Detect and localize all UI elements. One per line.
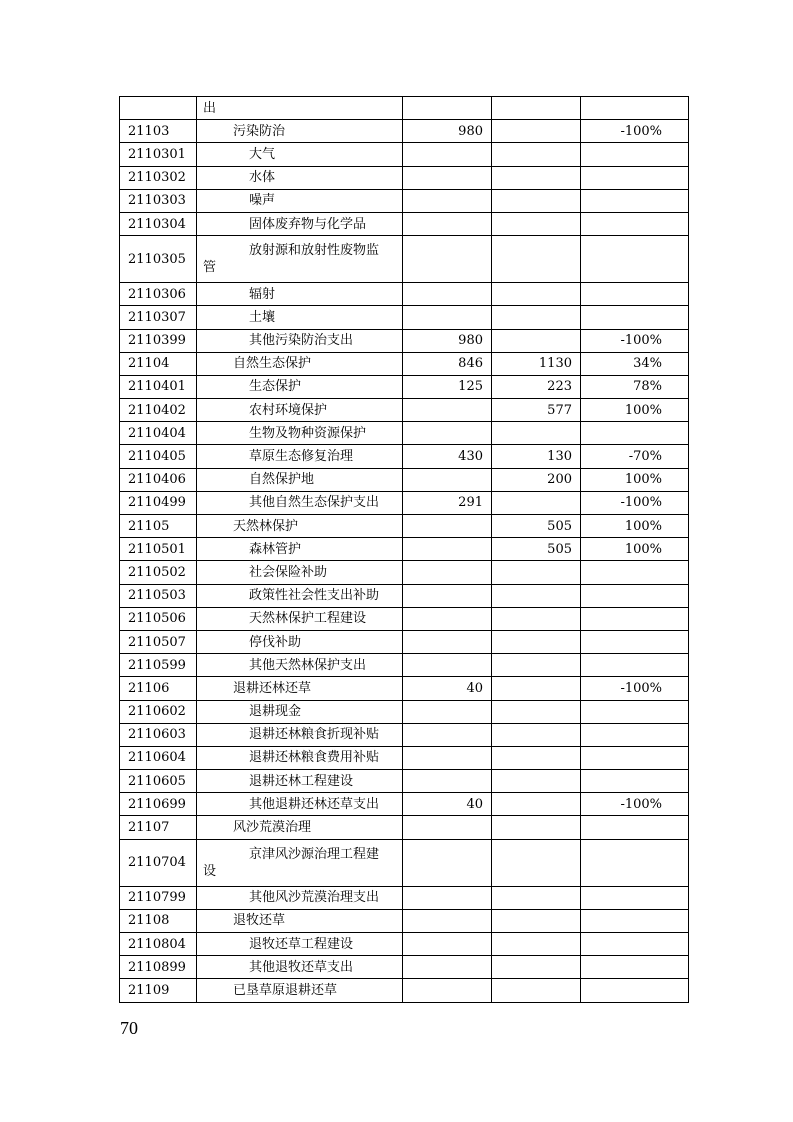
change-percent-cell	[581, 746, 689, 769]
item-code-cell: 2110799	[120, 886, 197, 909]
item-name: 固体废弃物与化学品	[249, 216, 367, 232]
item-name: 水体	[249, 170, 276, 186]
item-name-cell	[197, 352, 403, 375]
item-name-cell	[197, 143, 403, 166]
table-row	[120, 538, 689, 561]
change-percent-cell	[581, 212, 689, 235]
prior-amount-cell	[403, 723, 492, 746]
item-code-cell: 2110506	[120, 607, 197, 630]
current-amount-cell	[492, 793, 581, 816]
prior-amount-cell	[403, 166, 492, 189]
table-row	[120, 120, 689, 143]
table-row	[120, 933, 689, 956]
table-row	[120, 584, 689, 607]
item-name-cell	[197, 979, 403, 1002]
table-row	[120, 236, 689, 283]
current-amount-cell	[492, 491, 581, 514]
item-name-cell	[197, 584, 403, 607]
table-row	[120, 677, 689, 700]
prior-amount-cell	[403, 538, 492, 561]
item-code-cell: 2110503	[120, 584, 197, 607]
prior-amount-cell: 125	[403, 375, 492, 398]
item-name: 退耕还林粮食费用补贴	[249, 750, 380, 766]
item-name-cell	[197, 933, 403, 956]
prior-amount-cell	[403, 654, 492, 677]
table-row	[120, 746, 689, 769]
item-name: 退牧还草工程建设	[249, 936, 354, 952]
item-code-cell: 21105	[120, 515, 197, 538]
table-row	[120, 375, 689, 398]
item-name-cell	[197, 793, 403, 816]
item-name-cell	[197, 515, 403, 538]
prior-amount-cell	[403, 143, 492, 166]
change-percent-cell	[581, 422, 689, 445]
current-amount-cell	[492, 630, 581, 653]
change-percent-cell	[581, 723, 689, 746]
item-name-cell	[197, 839, 403, 886]
change-percent-cell: 100%	[581, 468, 689, 491]
prior-amount-cell: 430	[403, 445, 492, 468]
current-amount-cell	[492, 770, 581, 793]
budget-table	[119, 96, 689, 1003]
item-name: 天然林保护工程建设	[249, 611, 367, 627]
item-name-cell	[197, 399, 403, 422]
current-amount-cell	[492, 909, 581, 932]
prior-amount-cell	[403, 979, 492, 1002]
item-name: 退耕还林还草	[233, 680, 312, 696]
item-code-cell: 2110302	[120, 166, 197, 189]
item-name: 土壤	[249, 309, 276, 325]
item-name: 退耕还林工程建设	[249, 773, 354, 789]
item-name-cell	[197, 329, 403, 352]
item-code-cell: 2110602	[120, 700, 197, 723]
current-amount-cell	[492, 700, 581, 723]
item-name-cell	[197, 445, 403, 468]
item-name: 出	[203, 100, 217, 116]
item-code-cell: 2110307	[120, 306, 197, 329]
item-name: 天然林保护	[233, 518, 299, 534]
item-code-cell: 21108	[120, 909, 197, 932]
prior-amount-cell	[403, 515, 492, 538]
prior-amount-cell	[403, 816, 492, 839]
current-amount-cell: 200	[492, 468, 581, 491]
change-percent-cell	[581, 956, 689, 979]
table-row	[120, 166, 689, 189]
item-name: 风沙荒漠治理	[233, 820, 312, 836]
item-code-cell: 2110406	[120, 468, 197, 491]
item-name: 已垦草原退耕还草	[233, 982, 338, 998]
item-code-cell: 2110507	[120, 630, 197, 653]
current-amount-cell	[492, 329, 581, 352]
change-percent-cell	[581, 584, 689, 607]
change-percent-cell: -100%	[581, 491, 689, 514]
item-name-cell	[197, 166, 403, 189]
item-name: 污染防治	[233, 123, 286, 139]
item-name-continuation: 设	[203, 863, 217, 879]
current-amount-cell	[492, 143, 581, 166]
table-row	[120, 515, 689, 538]
current-amount-cell	[492, 839, 581, 886]
item-name-cell	[197, 886, 403, 909]
item-name: 社会保险补助	[249, 564, 328, 580]
item-name: 退牧还草	[233, 913, 286, 929]
change-percent-cell: 100%	[581, 538, 689, 561]
change-percent-cell	[581, 630, 689, 653]
table-row	[120, 491, 689, 514]
current-amount-cell: 505	[492, 515, 581, 538]
current-amount-cell: 1130	[492, 352, 581, 375]
change-percent-cell: -70%	[581, 445, 689, 468]
item-name: 生物及物种资源保护	[249, 425, 367, 441]
change-percent-cell: -100%	[581, 329, 689, 352]
item-code-cell: 2110899	[120, 956, 197, 979]
item-code-cell: 2110704	[120, 839, 197, 886]
change-percent-cell: -100%	[581, 120, 689, 143]
current-amount-cell	[492, 561, 581, 584]
item-name-cell	[197, 770, 403, 793]
prior-amount-cell	[403, 770, 492, 793]
item-name: 其他污染防治支出	[249, 333, 354, 349]
item-name-cell	[197, 120, 403, 143]
table-body	[120, 97, 689, 1003]
current-amount-cell: 505	[492, 538, 581, 561]
prior-amount-cell: 40	[403, 793, 492, 816]
change-percent-cell	[581, 770, 689, 793]
item-code-cell: 2110502	[120, 561, 197, 584]
current-amount-cell: 223	[492, 375, 581, 398]
item-code-cell: 21103	[120, 120, 197, 143]
table-row	[120, 283, 689, 306]
prior-amount-cell: 846	[403, 352, 492, 375]
change-percent-cell	[581, 979, 689, 1002]
change-percent-cell	[581, 97, 689, 120]
current-amount-cell	[492, 584, 581, 607]
current-amount-cell	[492, 654, 581, 677]
prior-amount-cell	[403, 956, 492, 979]
item-name: 政策性社会性支出补助	[249, 588, 380, 604]
table-row	[120, 97, 689, 120]
current-amount-cell	[492, 283, 581, 306]
current-amount-cell	[492, 723, 581, 746]
prior-amount-cell	[403, 607, 492, 630]
current-amount-cell	[492, 933, 581, 956]
item-name: 京津风沙源治理工程建	[249, 846, 380, 862]
page-number: 70	[120, 1018, 138, 1038]
item-code-cell: 2110404	[120, 422, 197, 445]
prior-amount-cell	[403, 422, 492, 445]
prior-amount-cell	[403, 630, 492, 653]
table-row	[120, 399, 689, 422]
item-code-cell: 2110605	[120, 770, 197, 793]
change-percent-cell	[581, 886, 689, 909]
current-amount-cell: 130	[492, 445, 581, 468]
item-name: 退耕还林粮食折现补贴	[249, 727, 380, 743]
item-name-cell	[197, 538, 403, 561]
prior-amount-cell	[403, 399, 492, 422]
item-code-cell: 21106	[120, 677, 197, 700]
table-row	[120, 770, 689, 793]
item-code-cell: 21109	[120, 979, 197, 1002]
item-name-cell	[197, 654, 403, 677]
item-code-cell: 2110603	[120, 723, 197, 746]
current-amount-cell	[492, 677, 581, 700]
current-amount-cell	[492, 816, 581, 839]
change-percent-cell	[581, 561, 689, 584]
table-row	[120, 445, 689, 468]
item-code-cell: 2110304	[120, 212, 197, 235]
item-code-cell: 2110402	[120, 399, 197, 422]
item-code-cell: 2110599	[120, 654, 197, 677]
prior-amount-cell	[403, 97, 492, 120]
prior-amount-cell	[403, 212, 492, 235]
table-row	[120, 352, 689, 375]
change-percent-cell: -100%	[581, 677, 689, 700]
item-name: 其他自然生态保护支出	[249, 495, 380, 511]
prior-amount-cell: 40	[403, 677, 492, 700]
change-percent-cell	[581, 189, 689, 212]
item-name: 停伐补助	[249, 634, 302, 650]
item-code-cell: 2110699	[120, 793, 197, 816]
change-percent-cell	[581, 700, 689, 723]
current-amount-cell	[492, 956, 581, 979]
table-row	[120, 189, 689, 212]
table-row	[120, 723, 689, 746]
table-row	[120, 816, 689, 839]
item-name-cell	[197, 630, 403, 653]
item-name-cell	[197, 422, 403, 445]
current-amount-cell	[492, 746, 581, 769]
item-name-cell	[197, 746, 403, 769]
prior-amount-cell: 980	[403, 329, 492, 352]
table-row	[120, 329, 689, 352]
item-name-cell	[197, 607, 403, 630]
current-amount-cell	[492, 212, 581, 235]
change-percent-cell	[581, 933, 689, 956]
item-code-cell: 2110604	[120, 746, 197, 769]
prior-amount-cell	[403, 909, 492, 932]
prior-amount-cell	[403, 283, 492, 306]
item-name-cell	[197, 909, 403, 932]
item-name-cell	[197, 306, 403, 329]
current-amount-cell	[492, 607, 581, 630]
item-code-cell: 2110499	[120, 491, 197, 514]
table-row	[120, 700, 689, 723]
table-row	[120, 212, 689, 235]
item-code-cell: 2110405	[120, 445, 197, 468]
current-amount-cell	[492, 97, 581, 120]
prior-amount-cell: 980	[403, 120, 492, 143]
change-percent-cell	[581, 839, 689, 886]
item-name-cell	[197, 189, 403, 212]
table-row	[120, 630, 689, 653]
item-code-cell: 2110305	[120, 236, 197, 283]
table-row	[120, 422, 689, 445]
item-name-cell	[197, 97, 403, 120]
change-percent-cell	[581, 143, 689, 166]
item-code-cell: 2110399	[120, 329, 197, 352]
table-row	[120, 979, 689, 1002]
item-name: 噪声	[249, 193, 276, 209]
change-percent-cell	[581, 236, 689, 283]
item-name-cell	[197, 700, 403, 723]
change-percent-cell: -100%	[581, 793, 689, 816]
prior-amount-cell	[403, 306, 492, 329]
item-code-cell: 21107	[120, 816, 197, 839]
prior-amount-cell	[403, 700, 492, 723]
item-name: 其他退牧还草支出	[249, 959, 354, 975]
item-name-cell	[197, 468, 403, 491]
item-code-cell: 2110306	[120, 283, 197, 306]
current-amount-cell	[492, 422, 581, 445]
prior-amount-cell: 291	[403, 491, 492, 514]
item-code-cell: 2110501	[120, 538, 197, 561]
prior-amount-cell	[403, 746, 492, 769]
change-percent-cell	[581, 654, 689, 677]
item-name: 辐射	[249, 286, 276, 302]
change-percent-cell: 34%	[581, 352, 689, 375]
prior-amount-cell	[403, 886, 492, 909]
change-percent-cell: 100%	[581, 399, 689, 422]
table-row	[120, 468, 689, 491]
item-code-cell: 2110401	[120, 375, 197, 398]
change-percent-cell	[581, 816, 689, 839]
item-name: 森林管护	[249, 541, 302, 557]
item-name: 其他退耕还林还草支出	[249, 796, 380, 812]
table-row	[120, 956, 689, 979]
item-name: 其他风沙荒漠治理支出	[249, 890, 380, 906]
item-name: 农村环境保护	[249, 402, 328, 418]
change-percent-cell	[581, 283, 689, 306]
item-name-cell	[197, 677, 403, 700]
item-name-continuation: 管	[203, 260, 217, 276]
item-code-cell: 21104	[120, 352, 197, 375]
item-name-cell	[197, 956, 403, 979]
prior-amount-cell	[403, 584, 492, 607]
current-amount-cell	[492, 120, 581, 143]
prior-amount-cell	[403, 189, 492, 212]
table-row	[120, 607, 689, 630]
item-name: 生态保护	[249, 379, 302, 395]
item-code-cell	[120, 97, 197, 120]
change-percent-cell: 78%	[581, 375, 689, 398]
change-percent-cell	[581, 607, 689, 630]
item-name: 大气	[249, 146, 276, 162]
item-name-cell	[197, 816, 403, 839]
current-amount-cell	[492, 236, 581, 283]
current-amount-cell	[492, 166, 581, 189]
item-name-cell	[197, 723, 403, 746]
prior-amount-cell	[403, 933, 492, 956]
prior-amount-cell	[403, 236, 492, 283]
item-code-cell: 2110804	[120, 933, 197, 956]
prior-amount-cell	[403, 839, 492, 886]
table-row	[120, 909, 689, 932]
item-name: 自然保护地	[249, 472, 315, 488]
table-row	[120, 886, 689, 909]
item-name-cell	[197, 561, 403, 584]
table-row	[120, 143, 689, 166]
current-amount-cell: 577	[492, 399, 581, 422]
prior-amount-cell	[403, 561, 492, 584]
change-percent-cell	[581, 306, 689, 329]
change-percent-cell: 100%	[581, 515, 689, 538]
change-percent-cell	[581, 909, 689, 932]
item-name-cell	[197, 212, 403, 235]
item-name-cell	[197, 236, 403, 283]
table-row	[120, 306, 689, 329]
item-code-cell: 2110301	[120, 143, 197, 166]
change-percent-cell	[581, 166, 689, 189]
table-row	[120, 793, 689, 816]
current-amount-cell	[492, 306, 581, 329]
current-amount-cell	[492, 979, 581, 1002]
table-row	[120, 839, 689, 886]
current-amount-cell	[492, 886, 581, 909]
current-amount-cell	[492, 189, 581, 212]
item-name: 放射源和放射性废物监	[249, 243, 380, 259]
item-name-cell	[197, 491, 403, 514]
item-name-cell	[197, 375, 403, 398]
item-code-cell: 2110303	[120, 189, 197, 212]
item-name: 其他天然林保护支出	[249, 657, 367, 673]
table-row	[120, 561, 689, 584]
item-name: 退耕现金	[249, 704, 302, 720]
prior-amount-cell	[403, 468, 492, 491]
table-row	[120, 654, 689, 677]
item-name: 草原生态修复治理	[249, 449, 354, 465]
item-name-cell	[197, 283, 403, 306]
item-name: 自然生态保护	[233, 356, 312, 372]
